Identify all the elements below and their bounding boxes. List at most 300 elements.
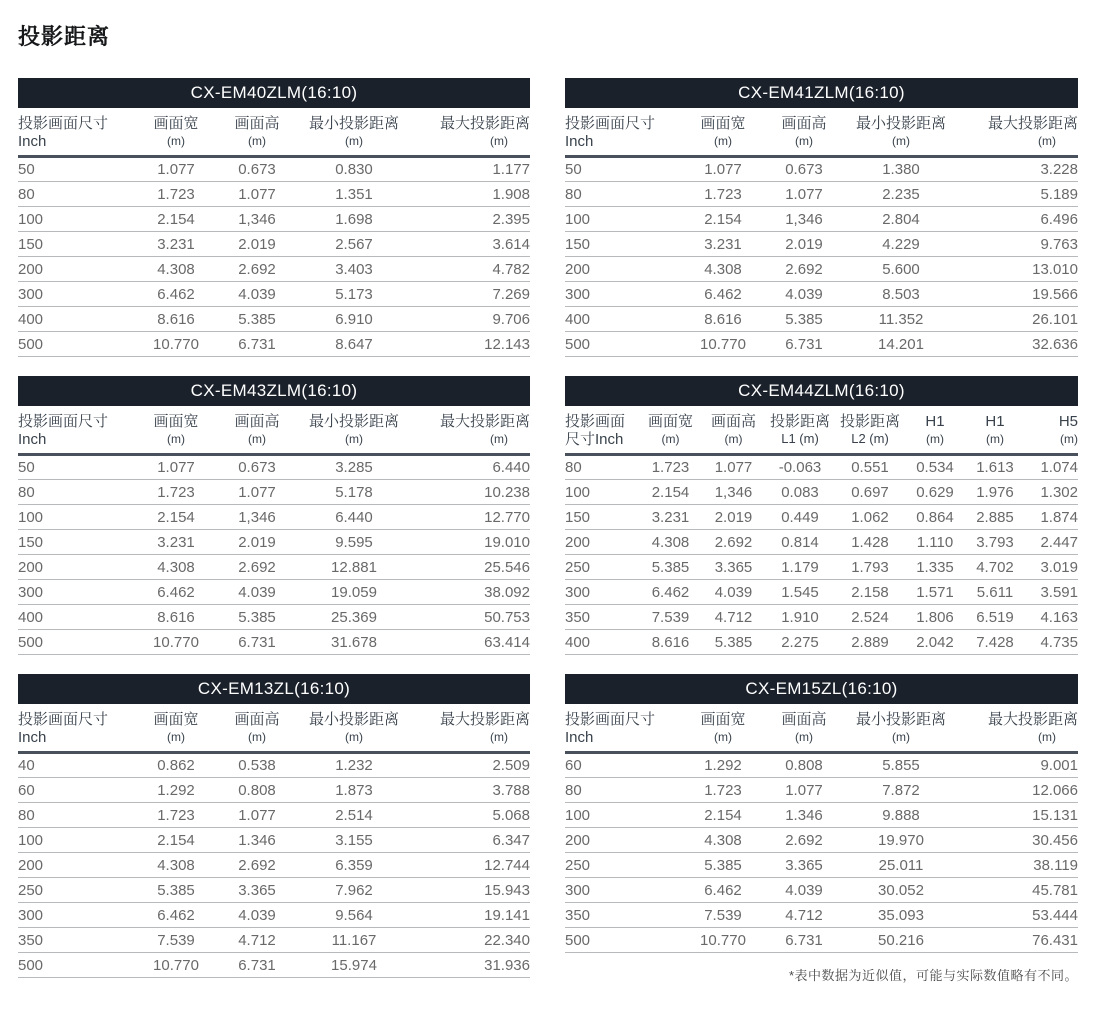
column-header: 画面宽 (m) <box>153 115 199 148</box>
table-cell: 1.793 <box>835 555 905 580</box>
table-cell: 200 <box>18 555 136 580</box>
table-cell: 2.154 <box>683 803 763 828</box>
table-cell: 2.275 <box>765 630 835 655</box>
table-cell: 6.440 <box>298 505 410 530</box>
table-row <box>18 157 530 182</box>
table-cell: 5.189 <box>957 182 1078 207</box>
column-header: 投影距离 L1 (m) <box>769 413 830 446</box>
table-cell: 2.692 <box>763 257 845 282</box>
table-cell: 1.077 <box>216 182 298 207</box>
table-cell: 3.285 <box>298 455 410 480</box>
table-cell: 12.744 <box>410 853 530 878</box>
table-cx-em40zlm <box>18 78 530 357</box>
table-cell: 0.673 <box>216 157 298 182</box>
table-cell: 1.077 <box>702 455 765 480</box>
table-row <box>18 480 530 505</box>
table-row <box>18 455 530 480</box>
table-cell: 2.235 <box>845 182 957 207</box>
table-row <box>565 455 1078 480</box>
table-title-bar <box>18 376 530 406</box>
table-cell: 6.347 <box>410 828 530 853</box>
table-cell: 400 <box>18 605 136 630</box>
table-row <box>565 828 1078 853</box>
table-row <box>18 803 530 828</box>
table-row <box>18 928 530 953</box>
table-cell: 4.308 <box>639 530 702 555</box>
table-cell: 1.613 <box>965 455 1025 480</box>
table-cell: 15.943 <box>410 878 530 903</box>
table-row <box>18 257 530 282</box>
table-row <box>565 753 1078 778</box>
table-cell: 3.788 <box>410 778 530 803</box>
table-cell: 12.881 <box>298 555 410 580</box>
table-cell: 350 <box>565 903 683 928</box>
column-header: 画面高 (m) <box>234 413 280 446</box>
column-header: 投影画面尺寸 Inch <box>18 413 109 448</box>
table-cell: 1.179 <box>765 555 835 580</box>
table-cell: 0.862 <box>136 753 216 778</box>
table-row <box>18 307 530 332</box>
table-row <box>565 630 1078 655</box>
table-cell: 12.770 <box>410 505 530 530</box>
table-cell: 22.340 <box>410 928 530 953</box>
column-header: 画面宽 (m) <box>153 711 199 744</box>
table-cell: 0.534 <box>905 455 965 480</box>
table-cell: 1.380 <box>845 157 957 182</box>
table-cell: 5.173 <box>298 282 410 307</box>
table-cell: 9.763 <box>957 232 1078 257</box>
table-cell: 4.308 <box>136 257 216 282</box>
table-cell: 35.093 <box>845 903 957 928</box>
table-cell: 1.077 <box>136 157 216 182</box>
table-cell: 30.052 <box>845 878 957 903</box>
table-cell: 0.808 <box>763 753 845 778</box>
table-cell: 200 <box>18 257 136 282</box>
table-row <box>565 853 1078 878</box>
table-cell: 10.770 <box>136 953 216 978</box>
table-cell: 0.673 <box>216 455 298 480</box>
table-cell: 250 <box>18 878 136 903</box>
table-row <box>565 903 1078 928</box>
table-cell: 1,346 <box>216 505 298 530</box>
column-header: 画面宽 (m) <box>153 413 199 446</box>
header-row <box>565 704 1078 753</box>
table-cell: 2.804 <box>845 207 957 232</box>
table-row <box>18 878 530 903</box>
table-cell: 1.873 <box>298 778 410 803</box>
table-cell: 1,346 <box>216 207 298 232</box>
table-cell: 50 <box>18 157 136 182</box>
table-cx-em41zlm <box>565 78 1078 357</box>
table-cell: 0.629 <box>905 480 965 505</box>
table-cell: 0.673 <box>763 157 845 182</box>
table-cell: 1.232 <box>298 753 410 778</box>
right-bottom-column <box>565 674 1078 997</box>
table-cell: 100 <box>18 828 136 853</box>
table-cell: 3.228 <box>957 157 1078 182</box>
table-cell: 2.692 <box>216 853 298 878</box>
table-cell: 12.066 <box>957 778 1078 803</box>
table-cell: 0.551 <box>835 455 905 480</box>
table-cell: 6.496 <box>957 207 1078 232</box>
table-cell: 25.011 <box>845 853 957 878</box>
table-row <box>18 828 530 853</box>
table-cell: 11.167 <box>298 928 410 953</box>
table-cell: 4.163 <box>1025 605 1078 630</box>
table-cell: 2.154 <box>639 480 702 505</box>
table-cell: 300 <box>565 580 639 605</box>
table-cell: 400 <box>18 307 136 332</box>
table-cell: 6.462 <box>136 903 216 928</box>
table-row <box>565 257 1078 282</box>
table-cell: 5.385 <box>216 605 298 630</box>
table-cell: 200 <box>18 853 136 878</box>
column-header: 画面高 (m) <box>234 711 280 744</box>
table-cell: 2.509 <box>410 753 530 778</box>
table-row <box>18 232 530 257</box>
table-cell: 38.119 <box>957 853 1078 878</box>
table-cell: 1.351 <box>298 182 410 207</box>
table-cell: 1.302 <box>1025 480 1078 505</box>
table-cell: 0.449 <box>765 505 835 530</box>
table-row <box>565 480 1078 505</box>
table-cell: 2.692 <box>216 555 298 580</box>
table-cell: 1.806 <box>905 605 965 630</box>
table-cell: 4.308 <box>136 555 216 580</box>
table-cell: 200 <box>565 257 683 282</box>
table-cell: 0.830 <box>298 157 410 182</box>
table-cell: 400 <box>565 630 639 655</box>
table-cell: 2.154 <box>136 207 216 232</box>
column-header: 最大投影距离 (m) <box>439 115 530 148</box>
table-head <box>18 704 530 753</box>
table-cell: 3.231 <box>136 530 216 555</box>
table-cell: 19.970 <box>845 828 957 853</box>
table-cell: 4.712 <box>216 928 298 953</box>
tables-grid <box>18 78 1078 997</box>
table-title-bar <box>565 376 1078 406</box>
table-cell: 50 <box>18 455 136 480</box>
table-cell: 30.456 <box>957 828 1078 853</box>
table-cell: 25.369 <box>298 605 410 630</box>
table-row <box>565 803 1078 828</box>
table-cell: 1.177 <box>410 157 530 182</box>
table-cell: 350 <box>565 605 639 630</box>
column-header: 投影画面尺寸 Inch <box>565 115 656 150</box>
table-cell: 2.154 <box>136 505 216 530</box>
column-header: 最大投影距离 (m) <box>987 711 1078 744</box>
table-cell: 200 <box>565 828 683 853</box>
table-cell: 6.731 <box>216 630 298 655</box>
table-row <box>18 530 530 555</box>
table-cell: 100 <box>565 803 683 828</box>
header-row <box>18 406 530 455</box>
table-cell: 11.352 <box>845 307 957 332</box>
table-cell: 3.614 <box>410 232 530 257</box>
table-cell: 1.910 <box>765 605 835 630</box>
table-cell: 12.143 <box>410 332 530 357</box>
table-cell: 3.231 <box>136 232 216 257</box>
projection-table <box>565 704 1078 953</box>
column-header: 最大投影距离 (m) <box>987 115 1078 148</box>
table-cell: 80 <box>565 182 683 207</box>
table-cell: -0.063 <box>765 455 835 480</box>
table-cell: 1,346 <box>702 480 765 505</box>
table-cell: 300 <box>565 282 683 307</box>
projection-table <box>565 406 1078 655</box>
table-row <box>18 282 530 307</box>
table-cell: 1.698 <box>298 207 410 232</box>
column-header: 画面宽 (m) <box>700 711 746 744</box>
table-row <box>18 555 530 580</box>
table-cell: 19.059 <box>298 580 410 605</box>
column-header: 画面宽 (m) <box>647 413 693 446</box>
table-cell: 31.936 <box>410 953 530 978</box>
column-header: 画面宽 (m) <box>700 115 746 148</box>
table-row <box>565 332 1078 357</box>
table-cell: 1.292 <box>683 753 763 778</box>
table-cell: 9.706 <box>410 307 530 332</box>
table-cell: 1.077 <box>216 803 298 828</box>
table-cell: 2.019 <box>702 505 765 530</box>
table-cell: 2.019 <box>763 232 845 257</box>
table-cell: 4.735 <box>1025 630 1078 655</box>
table-cell: 7.539 <box>683 903 763 928</box>
table-row <box>18 753 530 778</box>
table-cell: 150 <box>18 530 136 555</box>
table-cell: 7.269 <box>410 282 530 307</box>
table-cell: 2.395 <box>410 207 530 232</box>
column-header: 最小投影距离 (m) <box>855 115 946 148</box>
table-cell: 80 <box>565 455 639 480</box>
table-cell: 4.712 <box>763 903 845 928</box>
table-cell: 10.770 <box>136 630 216 655</box>
table-cell: 5.068 <box>410 803 530 828</box>
table-cell: 6.462 <box>683 282 763 307</box>
table-cell: 53.444 <box>957 903 1078 928</box>
table-cell: 1.908 <box>410 182 530 207</box>
table-cell: 6.440 <box>410 455 530 480</box>
column-header: 投影距离 L2 (m) <box>839 413 900 446</box>
table-cell: 60 <box>18 778 136 803</box>
projection-table <box>18 704 530 978</box>
table-body <box>565 753 1078 953</box>
table-cell: 4.039 <box>216 903 298 928</box>
table-cell: 40 <box>18 753 136 778</box>
table-cell: 6.910 <box>298 307 410 332</box>
table-cell: 5.611 <box>965 580 1025 605</box>
table-cell: 4.712 <box>702 605 765 630</box>
table-cell: 500 <box>18 630 136 655</box>
table-cell: 76.431 <box>957 928 1078 953</box>
table-cell: 300 <box>565 878 683 903</box>
table-cell: 2.158 <box>835 580 905 605</box>
table-cell: 2.692 <box>216 257 298 282</box>
table-row <box>18 505 530 530</box>
table-cell: 7.872 <box>845 778 957 803</box>
table-cell: 1.062 <box>835 505 905 530</box>
table-row <box>18 903 530 928</box>
table-cell: 9.888 <box>845 803 957 828</box>
projection-table <box>18 406 530 655</box>
column-header: 投影画面尺寸 Inch <box>565 711 656 746</box>
table-cell: 0.814 <box>765 530 835 555</box>
column-header: 画面高 (m) <box>781 711 827 744</box>
table-cell: 2.154 <box>136 828 216 853</box>
table-row <box>565 555 1078 580</box>
table-cell: 10.770 <box>136 332 216 357</box>
table-cell: 3.155 <box>298 828 410 853</box>
table-cell: 7.428 <box>965 630 1025 655</box>
table-cell: 1.723 <box>136 480 216 505</box>
table-cell: 60 <box>565 753 683 778</box>
table-row <box>565 282 1078 307</box>
column-header: H1 (m) <box>985 413 1005 446</box>
column-header: 最大投影距离 (m) <box>439 711 530 744</box>
table-row <box>18 853 530 878</box>
table-cell: 8.503 <box>845 282 957 307</box>
table-cell: 63.414 <box>410 630 530 655</box>
table-cell: 5.385 <box>763 307 845 332</box>
table-row <box>565 157 1078 182</box>
table-cell: 0.083 <box>765 480 835 505</box>
table-cell: 8.616 <box>639 630 702 655</box>
table-row <box>18 778 530 803</box>
table-head <box>565 108 1078 157</box>
table-cell: 2.692 <box>763 828 845 853</box>
table-cell: 100 <box>565 207 683 232</box>
table-title-bar <box>565 78 1078 108</box>
table-cell: 350 <box>18 928 136 953</box>
table-cell: 0.697 <box>835 480 905 505</box>
table-cell: 2.154 <box>683 207 763 232</box>
column-header: 画面高 (m) <box>710 413 756 446</box>
table-cell: 200 <box>565 530 639 555</box>
table-cell: 19.141 <box>410 903 530 928</box>
table-cell: 19.010 <box>410 530 530 555</box>
table-cell: 100 <box>18 207 136 232</box>
table-cell: 1.077 <box>763 182 845 207</box>
table-cell: 4.039 <box>702 580 765 605</box>
table-row <box>18 332 530 357</box>
table-cell: 31.678 <box>298 630 410 655</box>
table-cell: 5.178 <box>298 480 410 505</box>
table-cell: 150 <box>565 232 683 257</box>
header-row <box>18 108 530 157</box>
table-cell: 2.567 <box>298 232 410 257</box>
table-cell: 500 <box>565 928 683 953</box>
table-cell: 1.110 <box>905 530 965 555</box>
table-cell: 100 <box>18 505 136 530</box>
table-cell: 1.428 <box>835 530 905 555</box>
column-header: 投影画面尺寸 Inch <box>18 711 109 746</box>
table-title-bar <box>18 78 530 108</box>
table-cell: 5.855 <box>845 753 957 778</box>
table-cell: 500 <box>18 332 136 357</box>
table-cell: 150 <box>18 232 136 257</box>
table-cell: 2.692 <box>702 530 765 555</box>
table-cell: 8.616 <box>136 605 216 630</box>
table-row <box>18 207 530 232</box>
table-cell: 3.403 <box>298 257 410 282</box>
table-body <box>18 455 530 655</box>
table-cell: 1.723 <box>683 778 763 803</box>
table-cell: 6.359 <box>298 853 410 878</box>
table-cell: 1.077 <box>763 778 845 803</box>
table-cell: 3.231 <box>639 505 702 530</box>
table-cell: 4.308 <box>136 853 216 878</box>
table-title-bar <box>18 674 530 704</box>
table-cell: 6.519 <box>965 605 1025 630</box>
table-cell: 2.885 <box>965 505 1025 530</box>
table-cell: 100 <box>565 480 639 505</box>
table-cell: 5.385 <box>136 878 216 903</box>
table-cell: 1.723 <box>136 803 216 828</box>
table-cell: 50.753 <box>410 605 530 630</box>
table-cell: 9.595 <box>298 530 410 555</box>
table-cell: 6.462 <box>136 282 216 307</box>
table-cell: 8.616 <box>683 307 763 332</box>
column-header: H5 (m) <box>1058 413 1078 446</box>
table-cell: 7.539 <box>136 928 216 953</box>
table-body <box>565 455 1078 655</box>
table-cell: 6.731 <box>216 332 298 357</box>
table-cell: 1.077 <box>136 455 216 480</box>
table-row <box>565 505 1078 530</box>
column-header: 最小投影距离 (m) <box>308 115 399 148</box>
table-cell: 1.346 <box>763 803 845 828</box>
table-row <box>565 605 1078 630</box>
table-head <box>565 406 1078 455</box>
column-header: 投影画面 尺寸Inch <box>565 413 626 448</box>
table-cx-em44zlm <box>565 376 1078 655</box>
table-cell: 8.647 <box>298 332 410 357</box>
column-header: 投影画面尺寸 Inch <box>18 115 109 150</box>
table-cell: 300 <box>18 580 136 605</box>
table-cell: 10.770 <box>683 332 763 357</box>
table-cell: 6.731 <box>763 332 845 357</box>
table-row <box>18 182 530 207</box>
table-row <box>565 580 1078 605</box>
table-row <box>18 630 530 655</box>
table-cell: 1.074 <box>1025 455 1078 480</box>
table-cell: 4.039 <box>216 580 298 605</box>
column-header: 最小投影距离 (m) <box>855 711 946 744</box>
table-cell: 2.042 <box>905 630 965 655</box>
table-cell: 14.201 <box>845 332 957 357</box>
table-title: CX-EM44ZLM(16:10) <box>738 381 905 400</box>
column-header: 画面高 (m) <box>781 115 827 148</box>
table-cell: 3.365 <box>216 878 298 903</box>
table-cell: 2.514 <box>298 803 410 828</box>
table-cx-em43zlm <box>18 376 530 655</box>
table-cell: 2.889 <box>835 630 905 655</box>
table-cell: 26.101 <box>957 307 1078 332</box>
table-cell: 150 <box>565 505 639 530</box>
projection-table <box>565 108 1078 357</box>
table-cell: 15.131 <box>957 803 1078 828</box>
table-cell: 4.308 <box>683 257 763 282</box>
table-row <box>565 530 1078 555</box>
table-cell: 400 <box>565 307 683 332</box>
table-cell: 1.335 <box>905 555 965 580</box>
table-cell: 1.545 <box>765 580 835 605</box>
table-title: CX-EM13ZL(16:10) <box>197 679 351 698</box>
column-header: H1 (m) <box>925 413 945 446</box>
table-head <box>565 704 1078 753</box>
table-cell: 6.462 <box>136 580 216 605</box>
table-cell: 2.019 <box>216 530 298 555</box>
